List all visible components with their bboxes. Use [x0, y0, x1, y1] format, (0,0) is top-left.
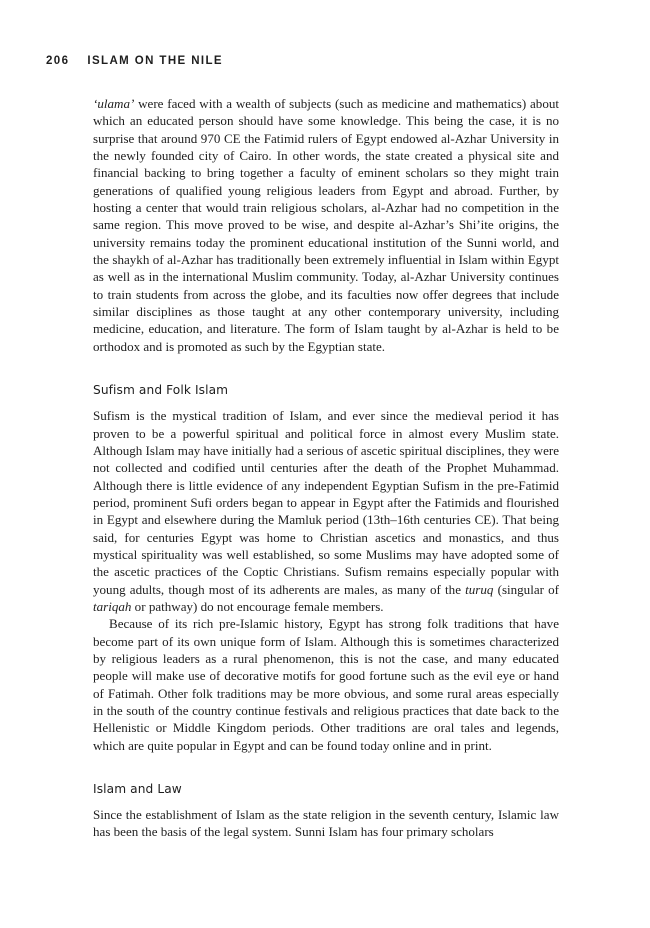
term-ulama: ‘ulama’ [93, 96, 135, 111]
law-paragraph-1: Since the establishment of Islam as the state religion in the seventh century, Islamic law has been the basis of the legal system. Sunni Islam has four primary scholars [93, 807, 559, 840]
sufism-paragraph-1 [93, 407, 559, 615]
page-number: 206 [46, 55, 70, 67]
text-column [93, 95, 559, 841]
section-heading-sufism: Sufism and Folk Islam [93, 383, 229, 398]
sufism-text-c: or pathway) do not encourage female members. [131, 598, 384, 614]
intro-text: were faced with a wealth of subjects (such as medicine and mathematics) about which an educated person should have some knowledge. This being the case, it is no surprise that around 970 CE the Fatimid rulers of Egypt endowed al-Azhar University in the newly founded city of Cairo. In other words, the state created a physical site and financial backing to bring together a faculty of eminent scholars so they might train generations of qualified young religious leaders from Egypt and abroad. Further, by hosting a center that would train religious scholars, al-Azhar had no competition in the same region. This move proved to be wise, and despite al-Azhar’s Shi’ite origins, the university remains today the prominent educational institution of the Sunni world, and the shaykh of al-Azhar has traditionally been extremely influential in Islam within Egypt as well as in the international Muslim community. Today, al-Azhar University continues to train students from across the globe, and its faculties now offer degrees that include similar disciplines as those taught at any other contemporary university, including medicine, education, and literature. The form of Islam taught by al-Azhar is held to be orthodox and is promoted as such by the Egyptian state. [93, 96, 559, 354]
running-title: ISLAM ON THE NILE [87, 55, 223, 67]
page-header [46, 55, 566, 67]
term-tariqah: tariqah [93, 598, 132, 614]
sufism-text-b: (singular of [493, 581, 559, 597]
intro-paragraph [93, 95, 559, 355]
sufism-text-a: Sufism is the mystical tradition of Islam, and ever since the medieval period it has proven to be a powerful spiritual and political force in almost every Muslim state. Although Islam may have initially had a serious of ascetic spiritual disciplines, they were not collected and codified until centuries after the death of the Prophet Muhammad. Although there is little evidence of any independent Egyptian Sufism in the pre-Fatimid period, prominent Sufi orders began to appear in Egypt after the Fatimids and flourished in Egypt and elsewhere during the Mamluk period (13th–16th centuries CE). That being said, for centuries Egypt was home to Christian ascetics and monastics, and thus mystical spirituality was well established, so some Muslims may have adopted some of the ascetic practices of the Coptic Christians. Sufism remains especially popular with young adults, though most of its adherents are males, as many of the [93, 408, 559, 597]
sufism-paragraph-2: Because of its rich pre-Islamic history, Egypt has strong folk traditions that have become part of its own unique form of Islam. Although this is sometimes characterized by religious leaders as a rural phenomenon, this is not the case, and many educated people will make use of decorative motifs for good fortune such as the evil eye or hand of Fatimah. Other folk traditions may be more obvious, and some rural areas especially in the south of the country continue festivals and religious practices that date back to the Hellenistic or Middle Kingdom periods. Other traditions are oral tales and legends, which are quite popular in Egypt and can be found today online and in print. [93, 616, 559, 753]
term-turuq: turuq [465, 581, 494, 597]
section-heading-law: Islam and Law [93, 782, 182, 797]
